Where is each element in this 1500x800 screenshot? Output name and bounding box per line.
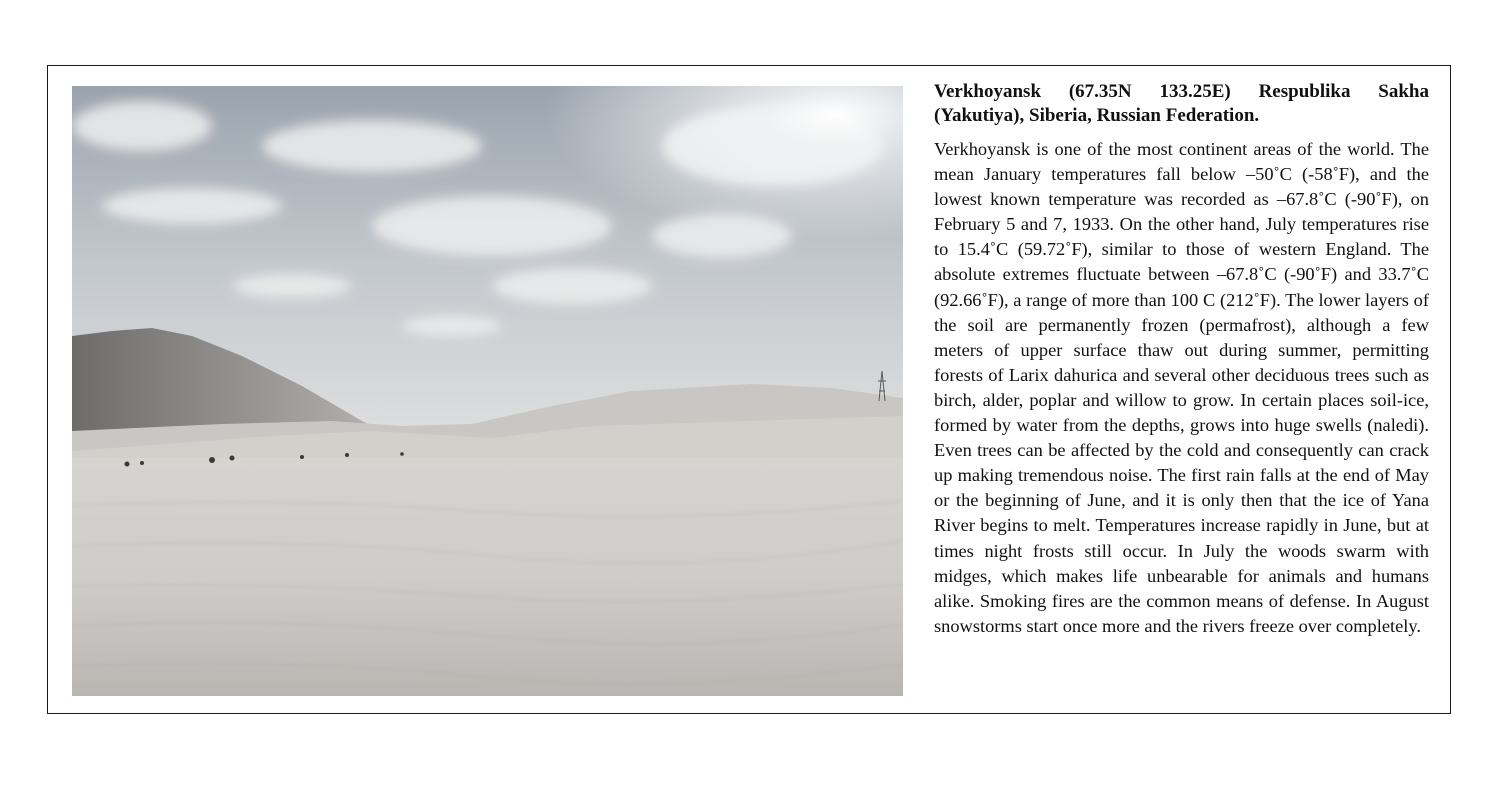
article-body: Verkhoyansk is one of the most continent areas of the world. The mean January temperatures fall below –50˚C (-58˚F), and the lowest known temperature was recorded as –67.8˚C (-90˚F), on February 5 and 7, 1933. On the other hand, July temperatures rise to 15.4˚C (59.72˚F), similar to those of western England. The absolute extremes fluctuate between –67.8˚C (-90˚F) and 33.7˚C (92.66˚F), a range of more than 100 C (212˚F). The lower layers of the soil are permanently frozen (permafrost), although a few meters of upper surface thaw out during summer, permitting forests of Larix dahurica and several other deciduous trees such as birch, alder, poplar and willow to grow. In certain places soil-ice, formed by water from the depths, grows into huge swells (naledi). Even trees can be affected by the cold and consequently can crack up making tremendous noise. The first rain falls at the end of May or the beginning of June, and it is only then that the ice of Yana River begins to melt. Temperatures increase rapidly in June, but at times night frosts still occur. In July the woods swarm with midges, which makes life unbearable for animals and humans alike. Smoking fires are the common means of defense. In August snowstorms start once more and the rivers freeze over completely. [934, 139, 1429, 636]
article-text [934, 80, 1429, 639]
article-title: Verkhoyansk (67.35N 133.25E) Respublika Sakha (Yakutiya), Siberia, Russian Federation. [934, 81, 1429, 126]
landscape-photo [72, 86, 903, 696]
